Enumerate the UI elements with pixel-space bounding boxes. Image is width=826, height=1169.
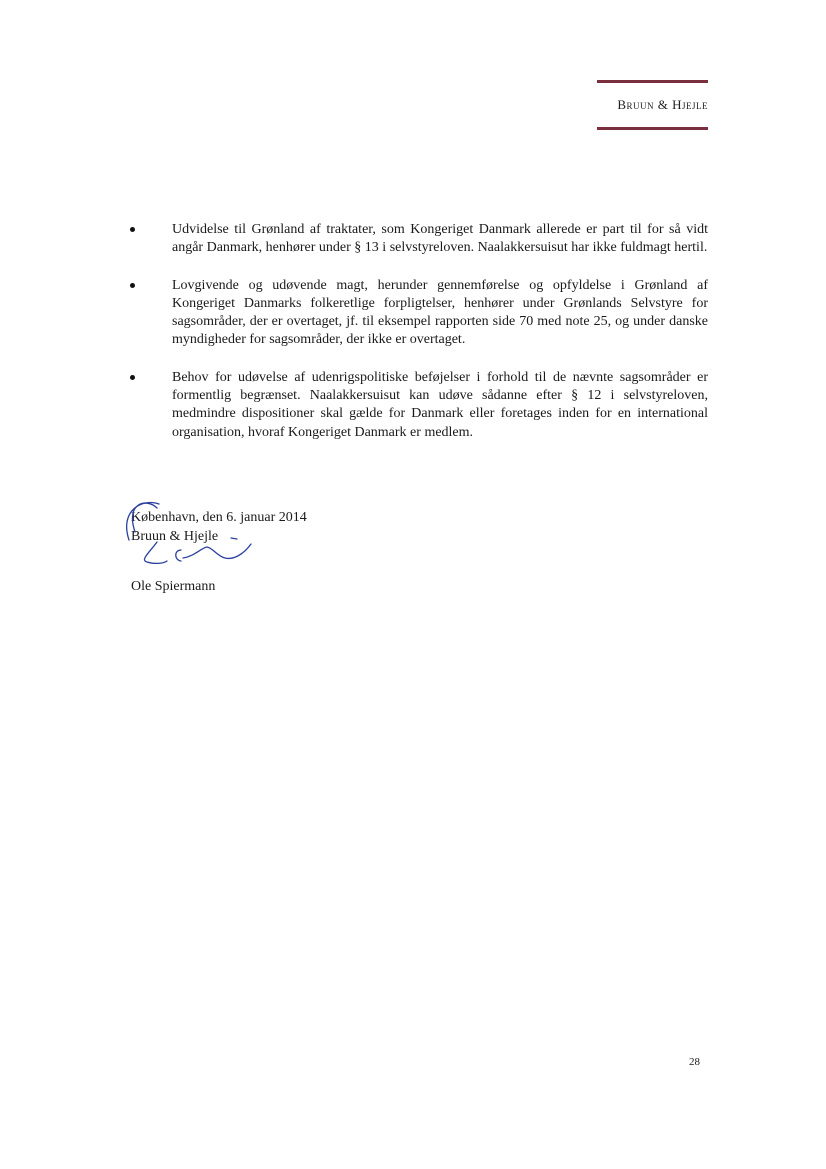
bullet-item — [130, 369, 708, 442]
bullet-text: Lovgivende og udøvende magt, herunder gennemførelse og opfyldelse i Grønland af Kongeriget Danmarks folkeretlige forpligtelser, henhører under Grønlands Selvstyre for sagsområder, der er overtaget, jf. til eksempel rapporten side 70 med note 25, og under danske myndigheder for sagsområder, der ikke er overtaget. — [172, 277, 708, 348]
page-number: 28 — [689, 1056, 700, 1068]
bullet-item — [130, 221, 708, 258]
bullet-text: Udvidelse til Grønland af traktater, som Kongeriget Danmark allerede er part til for så vidt angår Danmark, henhører under § 13 i selvstyreloven. Naalakkersuisut har ikke fuldmagt hertil. — [172, 222, 708, 256]
header-rule-bottom — [597, 127, 708, 130]
bullet-list — [130, 221, 708, 461]
bullet-dot — [130, 283, 135, 288]
place-date: København, den 6. januar 2014 — [131, 510, 307, 525]
firm-name: Bruun & Hjejle — [617, 97, 708, 112]
bullet-text: Behov for udøvelse af udenrigspolitiske beføjelser i forhold til de nævnte sagsområder er formentlig begrænset. Naalakkersuisut kan udøve sådanne efter § 12 i selvstyreloven, medmindre dispositioner skal gælde for Danmark eller foretages inden for en international organisation, hvoraf Kongeriget Danmark er medlem. — [172, 369, 708, 440]
bullet-dot — [130, 227, 135, 232]
bullet-dot — [130, 375, 135, 380]
bullet-item — [130, 277, 708, 350]
signoff-firm: Bruun & Hjejle — [131, 528, 219, 544]
handwritten-signature — [113, 498, 263, 583]
header-rule-top — [597, 80, 708, 83]
signer-name: Ole Spiermann — [131, 579, 216, 594]
